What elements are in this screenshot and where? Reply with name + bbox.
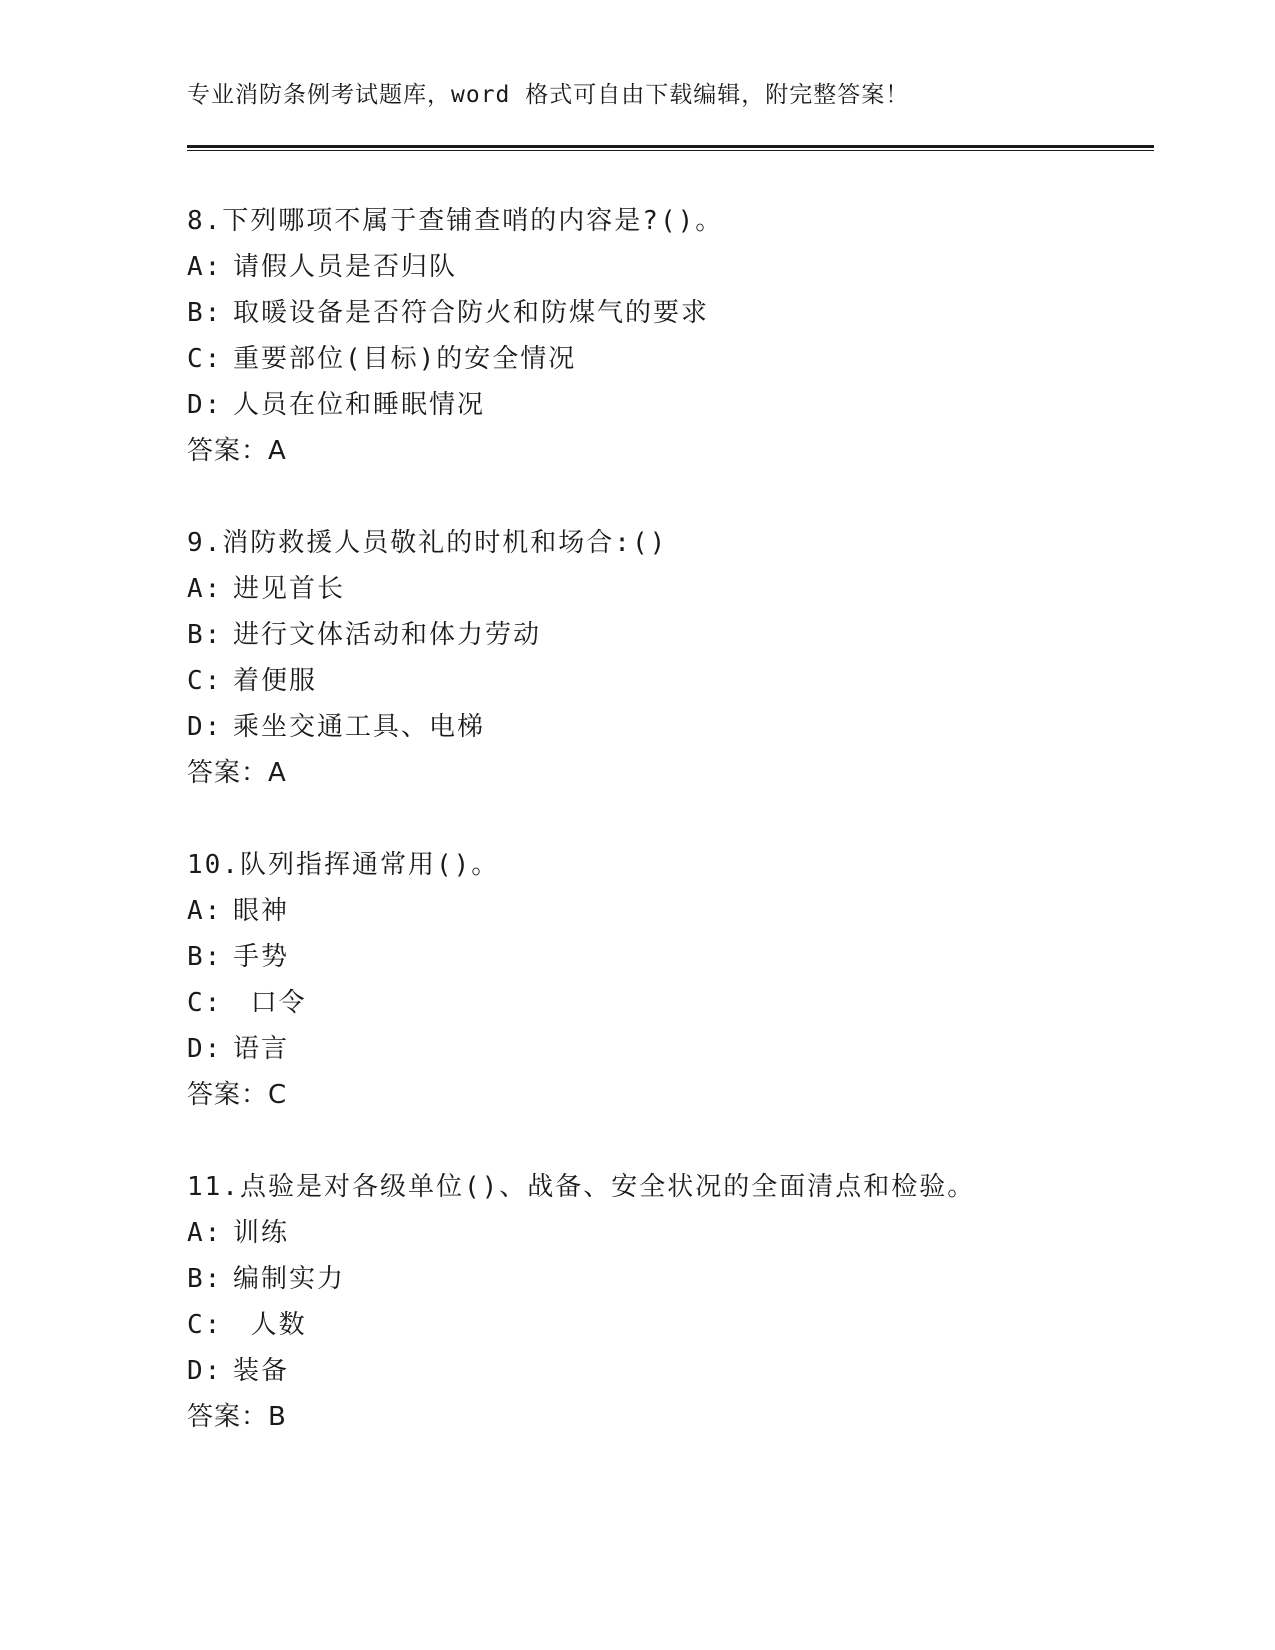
option-text: 编制实力 (233, 1264, 346, 1294)
option-b (187, 1256, 1154, 1302)
option-text: 手势 (233, 942, 290, 972)
option-letter: D: (187, 390, 223, 420)
question-stem: 8.下列哪项不属于查铺查哨的内容是?()。 (187, 206, 724, 236)
option-text: 乘坐交通工具、电梯 (233, 712, 486, 742)
option-letter: C: (187, 988, 223, 1018)
question-stem: 10.队列指挥通常用()。 (187, 850, 500, 880)
option-b (187, 934, 1154, 980)
option-text: 口令 (233, 988, 307, 1018)
answer-line: 答案：B (187, 1402, 287, 1432)
answer-line: 答案：A (187, 758, 287, 788)
option-text: 重要部位(目标)的安全情况 (233, 344, 577, 374)
option-text: 进行文体活动和体力劳动 (233, 620, 542, 650)
option-d (187, 382, 1154, 428)
document-header: 专业消防条例考试题库，word 格式可自由下载编辑，附完整答案！ (187, 82, 910, 108)
option-letter: C: (187, 344, 223, 374)
option-text: 着便服 (233, 666, 318, 696)
header-divider-thick (187, 145, 1154, 148)
option-d (187, 1348, 1154, 1394)
option-letter: A: (187, 252, 223, 282)
question-list (187, 198, 1154, 1486)
option-text: 进见首长 (233, 574, 346, 604)
option-letter: A: (187, 574, 223, 604)
option-a (187, 566, 1154, 612)
option-a (187, 1210, 1154, 1256)
option-text: 人数 (233, 1310, 307, 1340)
option-letter: D: (187, 1034, 223, 1064)
option-a (187, 244, 1154, 290)
option-letter: B: (187, 1264, 223, 1294)
question-stem: 11.点验是对各级单位()、战备、安全状况的全面清点和检验。 (187, 1172, 976, 1202)
header-divider-thin (187, 150, 1154, 151)
option-letter: B: (187, 620, 223, 650)
option-letter: B: (187, 298, 223, 328)
option-letter: C: (187, 666, 223, 696)
option-a (187, 888, 1154, 934)
option-d (187, 704, 1154, 750)
option-c (187, 980, 1154, 1026)
option-text: 取暖设备是否符合防火和防煤气的要求 (233, 298, 710, 328)
option-text: 装备 (233, 1356, 290, 1386)
option-letter: C: (187, 1310, 223, 1340)
option-text: 人员在位和睡眠情况 (233, 390, 486, 420)
question-10 (187, 842, 1154, 1118)
question-stem: 9.消防救援人员敬礼的时机和场合:() (187, 528, 668, 558)
question-11 (187, 1164, 1154, 1440)
option-b (187, 612, 1154, 658)
option-text: 语言 (233, 1034, 290, 1064)
option-letter: B: (187, 942, 223, 972)
option-letter: A: (187, 896, 223, 926)
option-c (187, 1302, 1154, 1348)
option-b (187, 290, 1154, 336)
option-letter: D: (187, 1356, 223, 1386)
option-text: 眼神 (233, 896, 290, 926)
option-c (187, 336, 1154, 382)
option-d (187, 1026, 1154, 1072)
option-letter: D: (187, 712, 223, 742)
option-text: 训练 (233, 1218, 290, 1248)
question-8 (187, 198, 1154, 474)
option-text: 请假人员是否归队 (233, 252, 458, 282)
option-c (187, 658, 1154, 704)
answer-line: 答案：C (187, 1080, 288, 1110)
option-letter: A: (187, 1218, 223, 1248)
answer-line: 答案：A (187, 436, 287, 466)
question-9 (187, 520, 1154, 796)
